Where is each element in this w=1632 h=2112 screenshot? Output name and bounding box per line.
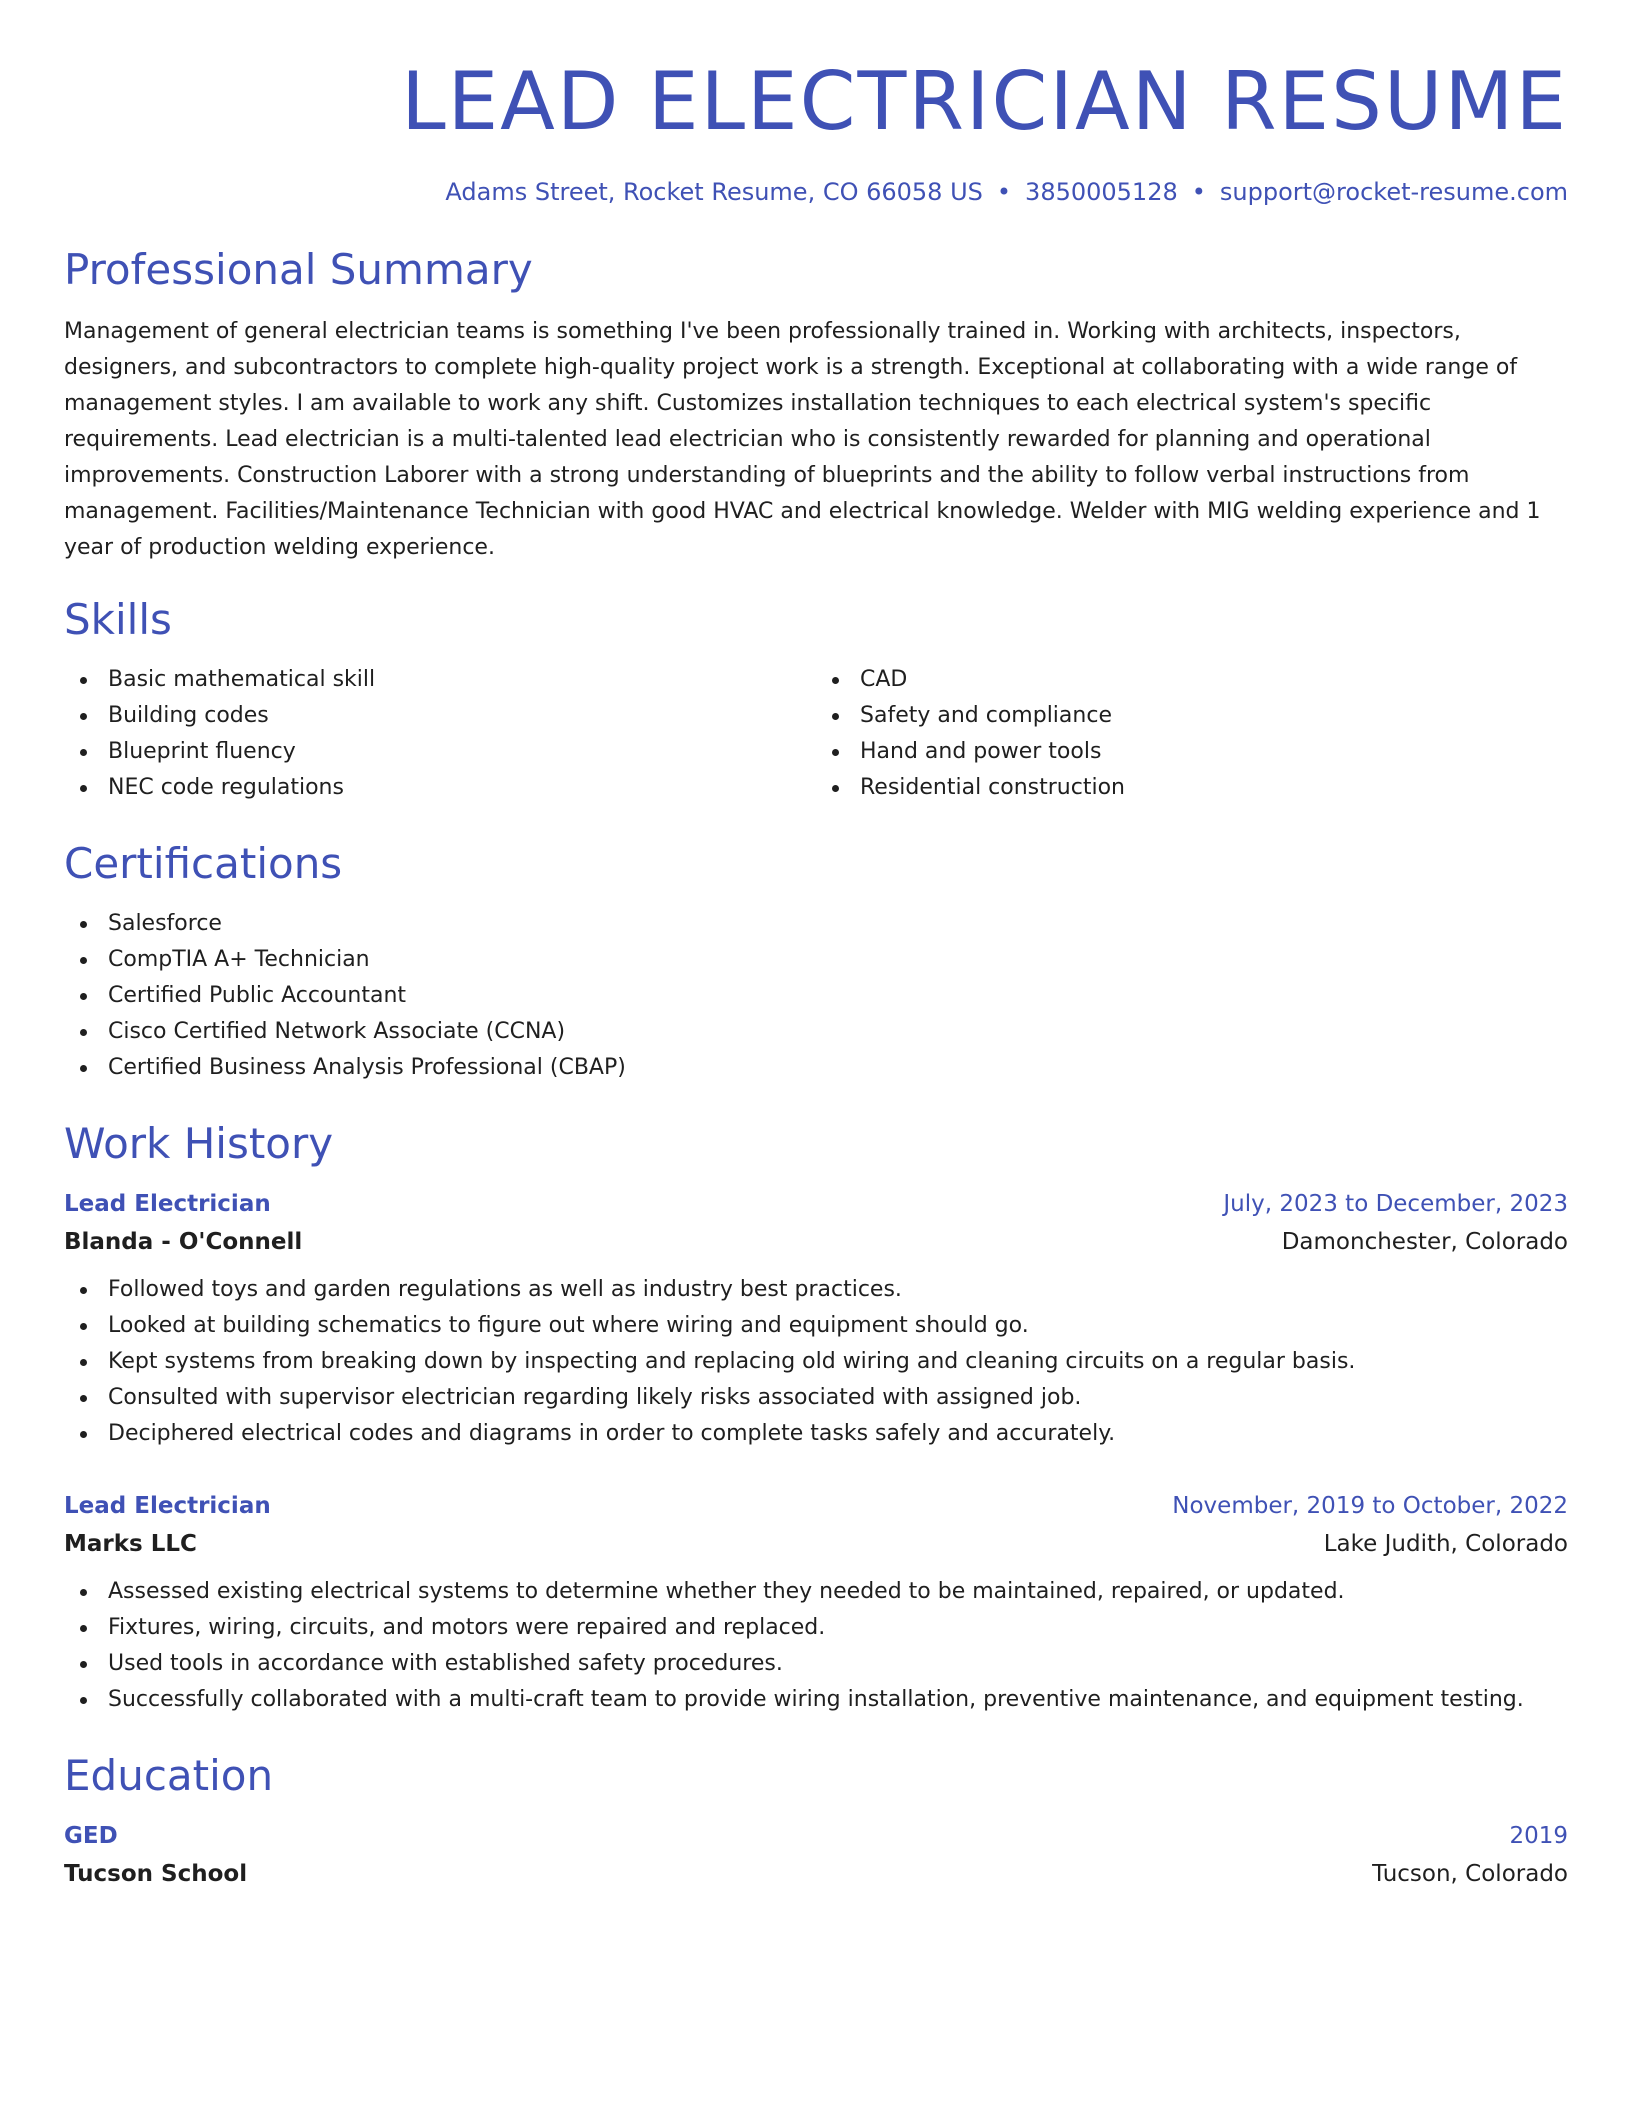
education-degree: GED bbox=[64, 1823, 118, 1849]
skill-item: NEC code regulations bbox=[64, 770, 816, 806]
job-location: Lake Judith, Colorado bbox=[1323, 1531, 1568, 1557]
job-title: Lead Electrician bbox=[64, 1493, 271, 1519]
job-title-row bbox=[64, 1488, 1568, 1524]
job-bullet: Assessed existing electrical systems to determine whether they needed to be maintained, repaired, or updated. bbox=[64, 1574, 1568, 1610]
skills-list-left bbox=[64, 662, 816, 806]
certification-item: Salesforce bbox=[64, 906, 1568, 942]
job-company: Marks LLC bbox=[64, 1531, 197, 1557]
work-history-section bbox=[64, 1116, 1568, 1718]
education-entry bbox=[64, 1818, 1568, 1894]
education-school-row bbox=[64, 1854, 1568, 1894]
education-location: Tucson, Colorado bbox=[1372, 1861, 1568, 1887]
contact-address: Adams Street, Rocket Resume, CO 66058 US bbox=[445, 178, 983, 206]
skills-grid bbox=[64, 662, 1568, 806]
contact-phone: 3850005128 bbox=[1025, 178, 1178, 206]
job-bullets bbox=[64, 1272, 1568, 1452]
job-bullet: Fixtures, wiring, circuits, and motors were repaired and replaced. bbox=[64, 1610, 1568, 1646]
certification-item: Cisco Certified Network Associate (CCNA) bbox=[64, 1014, 1568, 1050]
job-dates: November, 2019 to October, 2022 bbox=[1172, 1493, 1568, 1519]
education-school: Tucson School bbox=[64, 1861, 248, 1887]
summary-section bbox=[64, 242, 1568, 566]
section-heading-summary: Professional Summary bbox=[64, 245, 533, 294]
education-year: 2019 bbox=[1509, 1823, 1568, 1849]
contact-separator: • bbox=[996, 178, 1012, 206]
certifications-list bbox=[64, 906, 1568, 1086]
section-heading-education: Education bbox=[64, 1751, 274, 1800]
job-location: Damonchester, Colorado bbox=[1281, 1229, 1568, 1255]
job-bullet: Deciphered electrical codes and diagrams in order to complete tasks safely and accurately. bbox=[64, 1416, 1568, 1452]
summary-text: Management of general electrician teams is something I've been professionally trained in. Working with architects, inspectors, designers, and subcontractors to complete high-quality project work is a strength. Exceptional at collaborating with a wide range of management styles. I am available to work any shift. Customizes installation techniques to each electrical system's specific requirements. Lead electrician is a multi-talented lead electrician who is consistently rewarded for planning and operational improvements. Construction Laborer with a strong understanding of blueprints and the ability to follow verbal instructions from management. Facilities/Maintenance Technician with good HVAC and electrical knowledge. Welder with MIG welding experience and 1 year of production welding experience. bbox=[64, 319, 1541, 560]
certification-item: Certified Public Accountant bbox=[64, 978, 1568, 1014]
resume-title: LEAD ELECTRICIAN RESUME bbox=[401, 55, 1568, 148]
job-entry bbox=[64, 1186, 1568, 1452]
job-company: Blanda - O'Connell bbox=[64, 1229, 303, 1255]
section-heading-skills: Skills bbox=[64, 595, 172, 644]
job-bullet: Consulted with supervisor electrician regarding likely risks associated with assigned job. bbox=[64, 1380, 1568, 1416]
education-section bbox=[64, 1748, 1568, 1894]
job-entry bbox=[64, 1488, 1568, 1718]
job-title: Lead Electrician bbox=[64, 1191, 271, 1217]
job-company-row bbox=[64, 1524, 1568, 1564]
skill-item: Basic mathematical skill bbox=[64, 662, 816, 698]
education-degree-row bbox=[64, 1818, 1568, 1854]
section-heading-certifications: Certifications bbox=[64, 839, 343, 888]
job-dates: July, 2023 to December, 2023 bbox=[1223, 1191, 1568, 1217]
skill-item: Safety and compliance bbox=[816, 698, 1568, 734]
skill-item: Building codes bbox=[64, 698, 816, 734]
contact-separator: • bbox=[1191, 178, 1206, 206]
job-bullet: Kept systems from breaking down by inspecting and replacing old wiring and cleaning circuits on a regular basis. bbox=[64, 1344, 1568, 1380]
job-title-row bbox=[64, 1186, 1568, 1222]
skill-item: Blueprint fluency bbox=[64, 734, 816, 770]
job-bullet: Followed toys and garden regulations as well as industry best practices. bbox=[64, 1272, 1568, 1308]
certifications-section bbox=[64, 836, 1568, 1086]
section-heading-work-history: Work History bbox=[64, 1119, 334, 1168]
job-bullets bbox=[64, 1574, 1568, 1718]
contact-line bbox=[64, 176, 1568, 208]
skill-item: Hand and power tools bbox=[816, 734, 1568, 770]
skills-list-right bbox=[816, 662, 1568, 806]
certification-item: CompTIA A+ Technician bbox=[64, 942, 1568, 978]
skill-item: Residential construction bbox=[816, 770, 1568, 806]
certification-item: Certified Business Analysis Professional (CBAP) bbox=[64, 1050, 1568, 1086]
job-company-row bbox=[64, 1222, 1568, 1262]
contact-email: support@rocket-resume.com bbox=[1219, 178, 1568, 206]
job-bullet: Successfully collaborated with a multi-craft team to provide wiring installation, preventive maintenance, and equipment testing. bbox=[64, 1682, 1568, 1718]
skill-item: CAD bbox=[816, 662, 1568, 698]
job-bullet: Looked at building schematics to figure out where wiring and equipment should go. bbox=[64, 1308, 1568, 1344]
skills-section bbox=[64, 592, 1568, 806]
job-bullet: Used tools in accordance with established safety procedures. bbox=[64, 1646, 1568, 1682]
